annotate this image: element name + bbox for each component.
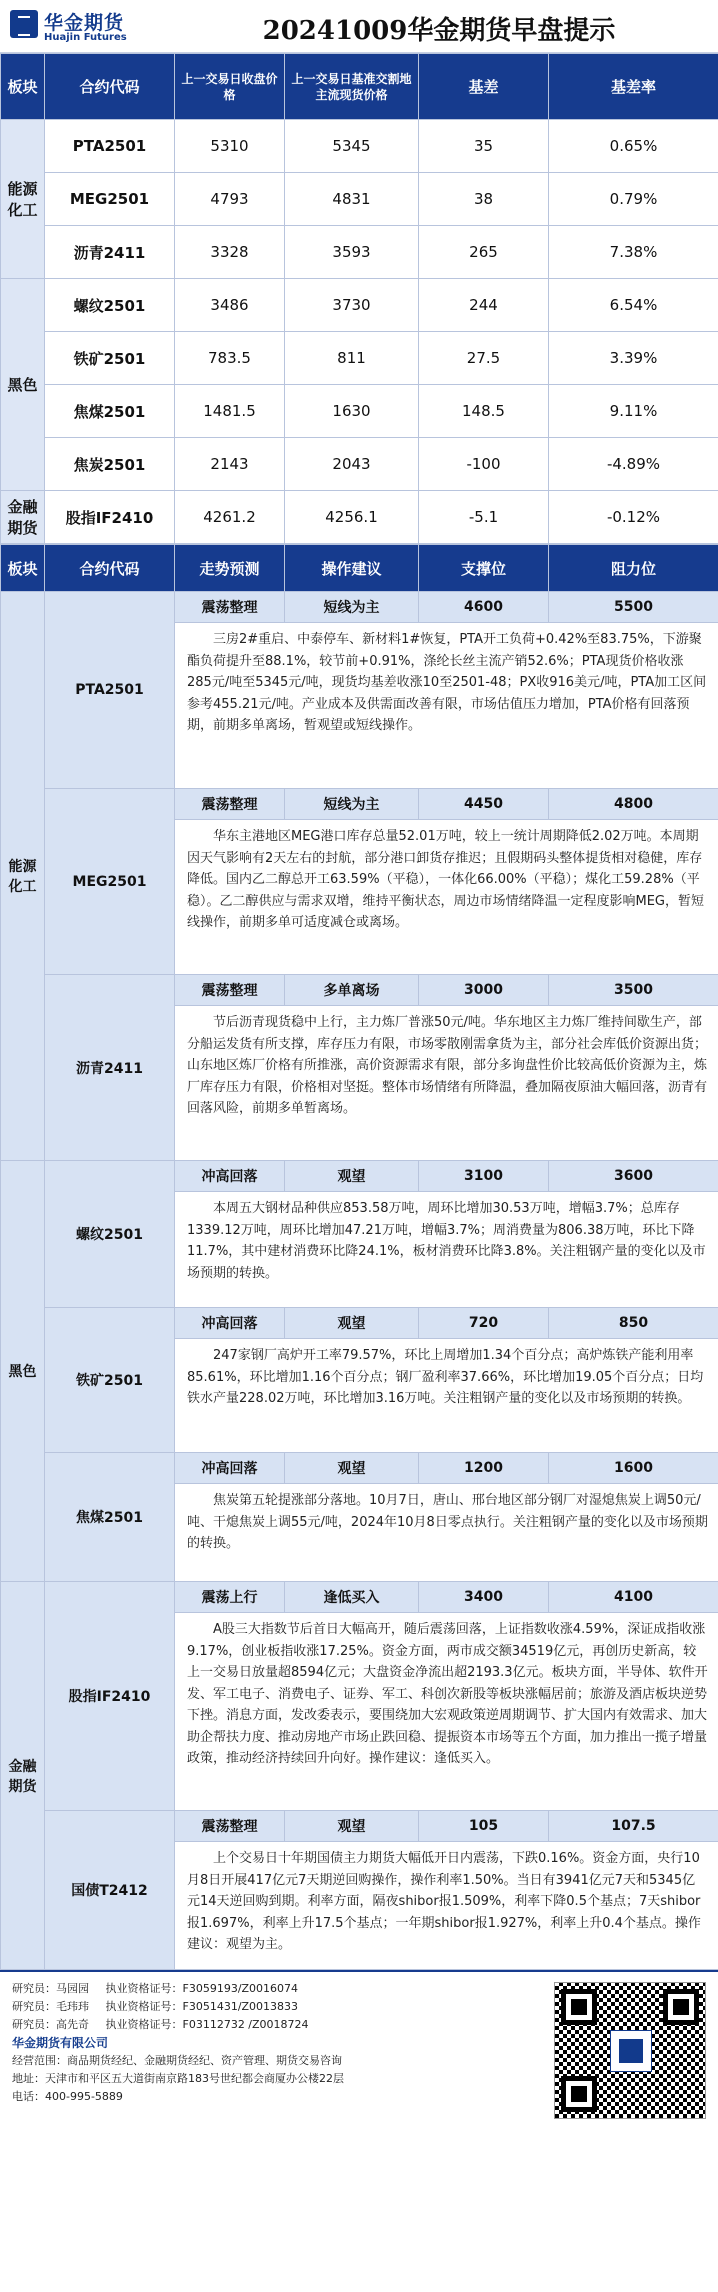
basis-rate: 3.39% bbox=[549, 332, 718, 385]
th-basis: 基差 bbox=[419, 54, 549, 120]
sector-finance: 金融期货 bbox=[1, 1582, 45, 1970]
th-sector: 板块 bbox=[1, 545, 45, 592]
contract-code: 焦煤2501 bbox=[45, 385, 175, 438]
contract-code: 沥青2411 bbox=[45, 975, 175, 1161]
operation-advice: 多单离场 bbox=[285, 975, 419, 1006]
contract-code: 沥青2411 bbox=[45, 226, 175, 279]
resistance-level: 3600 bbox=[549, 1161, 718, 1192]
close-price: 3486 bbox=[175, 279, 285, 332]
resistance-level: 4100 bbox=[549, 1582, 718, 1613]
contract-code: 螺纹2501 bbox=[45, 279, 175, 332]
basis-rate: 0.79% bbox=[549, 173, 718, 226]
company-address: 地址：天津市和平区五大道街南京路183号世纪都会商厦办公楼22层 bbox=[12, 2072, 344, 2085]
basis: 35 bbox=[419, 120, 549, 173]
trend-forecast: 冲高回落 bbox=[175, 1161, 285, 1192]
trend-forecast: 震荡上行 bbox=[175, 1582, 285, 1613]
operation-advice: 逢低买入 bbox=[285, 1582, 419, 1613]
close-price: 4793 bbox=[175, 173, 285, 226]
support-level: 3400 bbox=[419, 1582, 549, 1613]
analysis-text: 本周五大钢材品种供应853.58万吨，周环比增加30.53万吨，增幅3.7%；总库存1339.12万吨，周环比增加47.21万吨，增幅3.7%；周消费量为806.38万吨，环比下降11.7%，其中建材消费环比降24.1%，板材消费环比降3.8%。关注粗钢产量的变化以及市场预期的转换。 bbox=[175, 1192, 718, 1308]
basis-rate: 0.65% bbox=[549, 120, 718, 173]
report-header bbox=[0, 0, 718, 53]
spot-price: 3593 bbox=[285, 226, 419, 279]
license-number: 执业资格证号：F3051431/Z0013833 bbox=[105, 2000, 299, 2013]
analysis-text: 三房2#重启、中泰停车、新材料1#恢复，PTA开工负荷+0.42%至83.75%，下游聚酯负荷提升至88.1%，较节前+0.91%，涤纶长丝主流产销52.6%；PTA现货价格收涨285元/吨至5345元/吨，现货均基差收涨10至2501-48；PX收916美元/吨，PTA加工区间参考455.21元/吨。产业成本及供需面改善有限，市场估值压力增加，PTA价格有回落预期，前期多单离场，暂观望或短线操作。 bbox=[175, 623, 718, 789]
support-level: 720 bbox=[419, 1308, 549, 1339]
contract-code: 铁矿2501 bbox=[45, 1308, 175, 1453]
spot-price: 4831 bbox=[285, 173, 419, 226]
basis-rate: 9.11% bbox=[549, 385, 718, 438]
contract-code: 国债T2412 bbox=[45, 1811, 175, 1970]
basis-rate: 6.54% bbox=[549, 279, 718, 332]
close-price: 5310 bbox=[175, 120, 285, 173]
spot-price: 2043 bbox=[285, 438, 419, 491]
trend-forecast: 震荡整理 bbox=[175, 592, 285, 623]
th-trend: 走势预测 bbox=[175, 545, 285, 592]
contract-code: 螺纹2501 bbox=[45, 1161, 175, 1308]
company-phone: 电话：400-995-5889 bbox=[12, 2090, 123, 2103]
th-support: 支撑位 bbox=[419, 545, 549, 592]
th-rate: 基差率 bbox=[549, 54, 718, 120]
operation-advice: 短线为主 bbox=[285, 592, 419, 623]
th-code: 合约代码 bbox=[45, 54, 175, 120]
operation-advice: 观望 bbox=[285, 1161, 419, 1192]
th-close: 上一交易日收盘价格 bbox=[175, 54, 285, 120]
page-title: 20241009华金期货早盘提示 bbox=[262, 16, 616, 46]
sector-black: 黑色 bbox=[1, 1161, 45, 1582]
researcher-row bbox=[12, 1998, 532, 2016]
operation-advice: 观望 bbox=[285, 1811, 419, 1842]
support-level: 3000 bbox=[419, 975, 549, 1006]
support-level: 1200 bbox=[419, 1453, 549, 1484]
resistance-level: 4800 bbox=[549, 789, 718, 820]
close-price: 4261.2 bbox=[175, 491, 285, 544]
sector-black: 黑色 bbox=[1, 279, 45, 491]
qr-logo-icon bbox=[610, 2030, 652, 2072]
basis: 148.5 bbox=[419, 385, 549, 438]
support-level: 105 bbox=[419, 1811, 549, 1842]
contract-code: 铁矿2501 bbox=[45, 332, 175, 385]
analysis-text: A股三大指数节后首日大幅高开，随后震荡回落，上证指数收涨4.59%，深证成指收涨9.17%，创业板指收涨17.25%。资金方面，两市成交额34519亿元，再创历史新高，较上一交易日放量超8594亿元；大盘资金净流出超2193.3亿元。板块方面，半导体、软件开发、军工电子、消费电子、证券、军工、科创次新股等板块涨幅居前；旅游及酒店板块逆势下挫。消息方面，发改委表示，要围绕加大宏观政策逆周期调节、扩大国内有效需求、加大助企帮扶力度、推动房地产市场止跌回稳、提振资本市场等五个方面，加力推出一揽子增量政策，推动经济持续回升向好。操作建议：逢低买入。 bbox=[175, 1613, 718, 1811]
th-operation: 操作建议 bbox=[285, 545, 419, 592]
sector-finance: 金融期货 bbox=[1, 491, 45, 544]
trend-forecast: 冲高回落 bbox=[175, 1453, 285, 1484]
spot-price: 811 bbox=[285, 332, 419, 385]
logo-en: Huajin Futures bbox=[44, 32, 127, 43]
basis: -5.1 bbox=[419, 491, 549, 544]
operation-advice: 观望 bbox=[285, 1453, 419, 1484]
basis-rate: -4.89% bbox=[549, 438, 718, 491]
support-level: 4600 bbox=[419, 592, 549, 623]
company-name: 华金期货有限公司 bbox=[12, 2036, 109, 2050]
operation-advice: 短线为主 bbox=[285, 789, 419, 820]
basis: -100 bbox=[419, 438, 549, 491]
basis: 27.5 bbox=[419, 332, 549, 385]
qr-code-icon bbox=[554, 1982, 706, 2119]
basis: 244 bbox=[419, 279, 549, 332]
qr-corner-icon bbox=[663, 1989, 699, 2025]
resistance-level: 5500 bbox=[549, 592, 718, 623]
trend-forecast: 震荡整理 bbox=[175, 1811, 285, 1842]
operation-advice: 观望 bbox=[285, 1308, 419, 1339]
contract-code: 焦煤2501 bbox=[45, 1453, 175, 1582]
th-code: 合约代码 bbox=[45, 545, 175, 592]
trend-forecast: 震荡整理 bbox=[175, 789, 285, 820]
basis: 265 bbox=[419, 226, 549, 279]
company-logo bbox=[10, 8, 160, 46]
support-level: 3100 bbox=[419, 1161, 549, 1192]
license-number: 执业资格证号：F3059193/Z0016074 bbox=[105, 1982, 299, 1995]
contract-code: PTA2501 bbox=[45, 120, 175, 173]
analysis-text: 焦炭第五轮提涨部分落地。10月7日，唐山、邢台地区部分钢厂对湿熄焦炭上调50元/吨、干熄焦炭上调55元/吨，2024年10月8日零点执行。关注粗钢产量的变化以及市场预期的转换。 bbox=[175, 1484, 718, 1582]
close-price: 3328 bbox=[175, 226, 285, 279]
close-price: 783.5 bbox=[175, 332, 285, 385]
researcher-name: 研究员：毛玮玮 bbox=[12, 2000, 89, 2013]
researcher-row bbox=[12, 2016, 532, 2034]
contract-code: MEG2501 bbox=[45, 173, 175, 226]
spot-price: 1630 bbox=[285, 385, 419, 438]
researcher-name: 研究员：高先奇 bbox=[12, 2018, 89, 2031]
analysis-text: 247家钢厂高炉开工率79.57%，环比上周增加1.34个百分点；高炉炼铁产能利用率85.61%，环比增加1.16个百分点；钢厂盈利率37.66%，环比增加19.05个百分点；日均铁水产量228.02万吨，环比增加3.16万吨。关注粗钢产量的变化以及市场预期的转换。 bbox=[175, 1339, 718, 1453]
report-footer bbox=[0, 1970, 718, 2127]
price-table bbox=[0, 53, 718, 544]
spot-price: 3730 bbox=[285, 279, 419, 332]
researcher-row bbox=[12, 1980, 532, 1998]
contract-code: PTA2501 bbox=[45, 592, 175, 789]
resistance-level: 3500 bbox=[549, 975, 718, 1006]
spot-price: 4256.1 bbox=[285, 491, 419, 544]
close-price: 2143 bbox=[175, 438, 285, 491]
basis: 38 bbox=[419, 173, 549, 226]
support-level: 4450 bbox=[419, 789, 549, 820]
logo-mark-icon bbox=[10, 10, 38, 38]
researcher-name: 研究员：马园园 bbox=[12, 1982, 89, 1995]
sector-energy: 能源化工 bbox=[1, 592, 45, 1161]
close-price: 1481.5 bbox=[175, 385, 285, 438]
th-resistance: 阻力位 bbox=[549, 545, 718, 592]
contract-code: 股指IF2410 bbox=[45, 491, 175, 544]
th-sector: 板块 bbox=[1, 54, 45, 120]
trend-forecast: 冲高回落 bbox=[175, 1308, 285, 1339]
spot-price: 5345 bbox=[285, 120, 419, 173]
resistance-level: 850 bbox=[549, 1308, 718, 1339]
contract-code: 股指IF2410 bbox=[45, 1582, 175, 1811]
researcher-info bbox=[12, 1980, 532, 2106]
analysis-text: 上个交易日十年期国债主力期货大幅低开日内震荡，下跌0.16%。资金方面，央行10月8日开展417亿元7天期逆回购操作，操作利率1.50%。当日有3941亿元7天和5345亿元14天逆回购到期。利率方面，隔夜shibor报1.509%，利率下降0.5个基点；7天shibor报1.697%，利率上升17.5个基点；一年期shibor报1.927%，利率上升0.4个基点。操作建议：观望为主。 bbox=[175, 1842, 718, 1970]
resistance-level: 1600 bbox=[549, 1453, 718, 1484]
basis-rate: -0.12% bbox=[549, 491, 718, 544]
th-spot: 上一交易日基准交割地主流现货价格 bbox=[285, 54, 419, 120]
business-scope: 经营范围：商品期货经纪、金融期货经纪、资产管理、期货交易咨询 bbox=[12, 2054, 342, 2067]
contract-code: MEG2501 bbox=[45, 789, 175, 975]
sector-energy: 能源化工 bbox=[1, 120, 45, 279]
license-number: 执业资格证号：F03112732 /Z0018724 bbox=[105, 2018, 309, 2031]
qr-corner-icon bbox=[561, 2076, 597, 2112]
advice-table bbox=[0, 544, 718, 1970]
analysis-text: 节后沥青现货稳中上行，主力炼厂普涨50元/吨。华东地区主力炼厂维持间歇生产，部分船运发货有所支撑，库存压力有限，市场零散刚需拿货为主，部分社会库低价资源出货；山东地区炼厂价格有所推涨，高价资源需求有限，部分多询盘性价比较高低价资源为主，炼厂库存压力有限，价格相对坚挺。整体市场情绪有所降温，叠加隔夜原油大幅回落，沥青有回落风险，前期多单暂离场。 bbox=[175, 1006, 718, 1161]
logo-cn: 华金期货 bbox=[44, 12, 125, 34]
qr-corner-icon bbox=[561, 1989, 597, 2025]
basis-rate: 7.38% bbox=[549, 226, 718, 279]
contract-code: 焦炭2501 bbox=[45, 438, 175, 491]
trend-forecast: 震荡整理 bbox=[175, 975, 285, 1006]
resistance-level: 107.5 bbox=[549, 1811, 718, 1842]
analysis-text: 华东主港地区MEG港口库存总量52.01万吨，较上一统计周期降低2.02万吨。本周期因天气影响有2天左右的封航，部分港口卸货存推迟；且假期码头整体提货相对稳健，库存降低。国内乙二醇总开工63.59%（平稳），一体化66.00%（平稳）；煤化工59.28%（平稳）。乙二醇供应与需求双增，维持平衡状态，周边市场情绪降温一定程度影响MEG，暂短线操作，前期多单可适度减仓或离场。 bbox=[175, 820, 718, 975]
